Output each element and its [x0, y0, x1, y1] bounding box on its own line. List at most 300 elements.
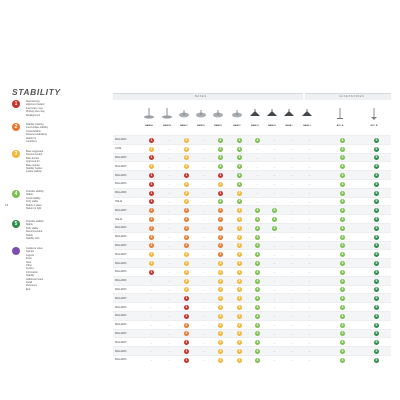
stability-rating-dot: 4 [341, 216, 344, 221]
empty-cell-dash: – [308, 190, 311, 195]
stability-rating-dot: 5 [375, 287, 378, 292]
empty-cell-dash: – [168, 314, 171, 319]
empty-cell-dash: – [290, 322, 293, 327]
legend-line: Stable [26, 223, 33, 227]
stability-rating-dot: 5 [375, 340, 378, 345]
stability-rating-dot: 4 [341, 331, 344, 336]
stability-rating-dot: 3 [238, 287, 241, 292]
empty-cell-dash: – [202, 331, 205, 336]
row-label: PALLADIO [115, 331, 127, 335]
empty-cell-dash: – [308, 278, 311, 283]
product-icon [212, 107, 224, 121]
row-label: PALLADIO [115, 270, 127, 274]
row-label: PALLADIO [115, 138, 127, 142]
row-label: PALLADIO [115, 173, 127, 177]
row-label: PALLADIO [115, 314, 127, 318]
stability-rating-dot: 4 [341, 172, 344, 177]
row-label: PALLADIO [115, 358, 127, 362]
stability-rating-dot: 3 [185, 137, 188, 142]
stability-rating-dot: 4 [341, 155, 344, 160]
product-column [229, 101, 245, 135]
product-column [366, 101, 382, 135]
empty-cell-dash: – [308, 296, 311, 301]
stability-rating-dot: 1 [185, 172, 188, 177]
legend-line: Reference [26, 284, 38, 288]
empty-cell-dash: – [202, 322, 205, 327]
stability-rating-dot: 4 [238, 199, 241, 204]
stability-rating-dot: 4 [256, 340, 259, 345]
product-icon [143, 107, 155, 121]
empty-cell-dash: – [168, 270, 171, 275]
empty-cell-dash: – [202, 314, 205, 319]
legend-line: conditions [26, 140, 37, 144]
empty-cell-dash: – [273, 146, 276, 151]
stability-rating-dot: 2 [219, 243, 222, 248]
empty-cell-dash: – [308, 208, 311, 213]
legend-line: Other [26, 264, 32, 268]
stability-rating-dot: 5 [375, 234, 378, 239]
empty-cell-dash: – [202, 349, 205, 354]
stability-rating-dot: 4 [238, 155, 241, 160]
stability-rating-dot: 3 [219, 269, 222, 274]
legend-line: Inaccuracy may [26, 106, 43, 110]
legend-badge [12, 247, 20, 255]
empty-cell-dash: – [202, 155, 205, 160]
stability-rating-dot: 3 [219, 296, 222, 301]
stability-rating-dot: 5 [375, 331, 378, 336]
empty-cell-dash: – [273, 296, 276, 301]
section-label-accessories: ACCESSORIES [339, 95, 365, 98]
legend-line: Further [26, 267, 34, 271]
stability-rating-dot: 1 [150, 155, 153, 160]
empty-cell-dash: – [308, 331, 311, 336]
stability-rating-dot: 2 [185, 331, 188, 336]
row-label: PALLADIO [115, 261, 127, 265]
empty-cell-dash: – [273, 182, 276, 187]
stability-rating-dot: 2 [185, 243, 188, 248]
empty-cell-dash: – [290, 243, 293, 248]
legend-line: Approved for [26, 160, 40, 164]
stability-rating-dot: 3 [238, 322, 241, 327]
empty-cell-dash: – [168, 208, 171, 213]
stability-rating-dot: 4 [273, 208, 276, 213]
stability-rating-dot: 2 [185, 322, 188, 327]
empty-cell-dash: – [273, 243, 276, 248]
stability-rating-dot: 5 [375, 357, 378, 362]
product-name: BASE J [303, 125, 311, 127]
stability-rating-dot: 4 [256, 234, 259, 239]
legend-line: Stable [26, 233, 33, 237]
stability-rating-dot: 3 [185, 260, 188, 265]
stability-rating-dot: 4 [341, 357, 344, 362]
stability-rating-dot: 5 [375, 199, 378, 204]
stability-rating-dot: 3 [238, 278, 241, 283]
product-icon [161, 107, 173, 121]
stability-rating-dot: 3 [219, 313, 222, 318]
stability-rating-dot: 5 [375, 216, 378, 221]
stability-rating-dot: 3 [238, 340, 241, 345]
empty-cell-dash: – [308, 358, 311, 363]
stability-rating-dot: 4 [341, 269, 344, 274]
empty-cell-dash: – [273, 331, 276, 336]
product-name: BASE F [233, 125, 241, 127]
empty-cell-dash: – [290, 261, 293, 266]
stability-rating-dot: 4 [238, 164, 241, 169]
product-column [141, 101, 157, 135]
empty-cell-dash: – [308, 182, 311, 187]
empty-cell-dash: – [168, 226, 171, 231]
stability-rating-dot: 3 [219, 260, 222, 265]
stability-rating-dot: 4 [341, 260, 344, 265]
stability-rating-dot: 1 [219, 190, 222, 195]
empty-cell-dash: – [202, 199, 205, 204]
legend-line: Guidance notes [26, 247, 43, 250]
stability-rating-dot: 4 [341, 225, 344, 230]
stability-rating-dot: 4 [256, 243, 259, 248]
stability-rating-dot: 2 [185, 208, 188, 213]
stability-rating-dot: 4 [256, 313, 259, 318]
stability-rating-dot: 4 [256, 348, 259, 353]
legend-line: Possible stability [26, 220, 44, 223]
empty-cell-dash: – [308, 226, 311, 231]
empty-cell-dash: – [150, 322, 153, 327]
empty-cell-dash: – [202, 164, 205, 169]
stability-rating-dot: 2 [150, 216, 153, 221]
row-label: PALLADIO [115, 155, 127, 159]
empty-cell-dash: – [308, 305, 311, 310]
empty-cell-dash: – [308, 349, 311, 354]
stability-rating-dot: 4 [256, 225, 259, 230]
empty-cell-dash: – [308, 199, 311, 204]
stability-rating-dot: 5 [375, 225, 378, 230]
empty-cell-dash: – [273, 287, 276, 292]
legend-line: Additional notes [26, 277, 44, 281]
stability-rating-dot: 4 [256, 278, 259, 283]
empty-cell-dash: – [168, 287, 171, 292]
stability-rating-dot: 4 [219, 137, 222, 142]
product-header [113, 101, 391, 135]
empty-cell-dash: – [168, 146, 171, 151]
stability-rating-dot: 2 [185, 234, 188, 239]
legend-line: Stability [26, 274, 35, 278]
stability-rating-dot: 5 [375, 243, 378, 248]
stability-rating-dot: 3 [238, 331, 241, 336]
product-icon [301, 107, 313, 121]
row-label: ITALIA [115, 199, 123, 203]
product-name: BASE E [214, 125, 222, 127]
stability-rating-dot: 4 [238, 181, 241, 186]
stability-rating-dot: 3 [238, 208, 241, 213]
legend-line: Base suggested [26, 150, 44, 153]
stability-rating-dot: 3 [219, 322, 222, 327]
stability-rating-dot: 3 [238, 313, 241, 318]
stability-rating-dot: 3 [219, 278, 222, 283]
legend-line: Detail [26, 281, 33, 285]
product-icon [195, 107, 207, 121]
stability-rating-dot: 3 [219, 340, 222, 345]
stability-rating-dot: 3 [185, 146, 188, 151]
stability-rating-dot: 4 [273, 216, 276, 221]
empty-cell-dash: – [290, 234, 293, 239]
stability-rating-dot: 5 [375, 322, 378, 327]
empty-cell-dash: – [168, 252, 171, 257]
stability-rating-dot: 5 [375, 278, 378, 283]
row-label: PALLADIO [115, 208, 127, 212]
product-name: BASE G [251, 125, 259, 127]
stability-rating-dot: 3 [219, 357, 222, 362]
empty-cell-dash: – [273, 270, 276, 275]
empty-cell-dash: – [256, 190, 259, 195]
stability-rating-dot: 4 [256, 287, 259, 292]
stability-rating-dot: 3 [219, 348, 222, 353]
empty-cell-dash: – [168, 340, 171, 345]
stability-rating-dot: 4 [341, 278, 344, 283]
product-column [264, 101, 280, 135]
empty-cell-dash: – [273, 199, 276, 204]
empty-cell-dash: – [273, 340, 276, 345]
stability-rating-dot: 1 [150, 199, 153, 204]
page-title: STABILITY [12, 87, 61, 97]
stability-rating-dot: 4 [341, 181, 344, 186]
stability-rating-dot: 2 [185, 225, 188, 230]
stability-rating-dot: 4 [273, 225, 276, 230]
product-name: ACC. B [370, 125, 378, 127]
stability-rating-dot: 3 [185, 278, 188, 283]
empty-cell-dash: – [202, 261, 205, 266]
stability-rating-dot: 4 [341, 313, 344, 318]
empty-cell-dash: – [202, 217, 205, 222]
empty-cell-dash: – [168, 234, 171, 239]
empty-cell-dash: – [150, 331, 153, 336]
legend-text [26, 190, 98, 210]
legend-line: Recommended [26, 230, 43, 234]
empty-cell-dash: – [290, 349, 293, 354]
stability-rating-dot: 3 [185, 190, 188, 195]
stability-rating-dot: 3 [185, 287, 188, 292]
legend-badge: 1 [12, 100, 20, 108]
stability-rating-dot: 1 [150, 269, 153, 274]
empty-cell-dash: – [273, 155, 276, 160]
stability-rating-dot: 1 [150, 137, 153, 142]
legend-badge: 5 [12, 220, 20, 228]
stability-rating-dot: 5 [375, 164, 378, 169]
stability-rating-dot: 3 [219, 287, 222, 292]
stability-rating-dot: 3 [238, 216, 241, 221]
row-label: PALLADIO [115, 349, 127, 353]
stability-rating-dot: 2 [219, 252, 222, 257]
product-column [332, 101, 348, 135]
stability-rating-dot: 2 [150, 225, 153, 230]
empty-cell-dash: – [168, 305, 171, 310]
empty-cell-dash: – [290, 155, 293, 160]
legend-line: Information [26, 270, 38, 274]
empty-cell-dash: – [168, 173, 171, 178]
stability-rating-dot: 4 [341, 296, 344, 301]
stability-rating-dot: 3 [185, 199, 188, 204]
product-name: ACC. A [336, 125, 344, 127]
stability-rating-dot: 1 [185, 348, 188, 353]
stability-rating-dot: 5 [375, 348, 378, 353]
product-column [193, 101, 209, 135]
stability-rating-dot: 4 [238, 146, 241, 151]
empty-cell-dash: – [308, 164, 311, 169]
product-icon [368, 107, 380, 121]
product-column [210, 101, 226, 135]
empty-cell-dash: – [168, 243, 171, 248]
empty-cell-dash: – [308, 243, 311, 248]
stability-rating-dot: 4 [341, 340, 344, 345]
row-label: PALLADIO [115, 182, 127, 186]
legend-line: Sample [26, 250, 35, 254]
stability-rating-dot: 1 [185, 296, 188, 301]
empty-cell-dash: – [290, 173, 293, 178]
product-icon [178, 107, 190, 121]
product-name: BASE H [268, 125, 276, 127]
row-label: PALLADIO [115, 305, 127, 309]
stability-rating-dot: 4 [256, 216, 259, 221]
stability-rating-dot: 3 [219, 304, 222, 309]
empty-cell-dash: – [308, 234, 311, 239]
stability-rating-dot: 3 [238, 190, 241, 195]
row-label: ITALIA [115, 217, 123, 221]
empty-cell-dash: – [168, 182, 171, 187]
legend-line: Stable [26, 193, 33, 197]
empty-cell-dash: – [202, 182, 205, 187]
empty-cell-dash: – [273, 164, 276, 169]
stability-rating-dot: 2 [150, 234, 153, 239]
legend-line: Base limited [26, 156, 40, 160]
empty-cell-dash: – [290, 146, 293, 151]
empty-cell-dash: – [308, 261, 311, 266]
legend-line: Fully stable [26, 226, 39, 230]
row-label: PALLADIO [115, 287, 127, 291]
empty-cell-dash: – [202, 305, 205, 310]
legend-line: Unpredictable [26, 129, 41, 133]
empty-cell-dash: – [290, 305, 293, 310]
legend-text [26, 100, 98, 117]
stability-rating-dot: 2 [219, 208, 222, 213]
stability-rating-dot: 1 [185, 340, 188, 345]
empty-cell-dash: – [168, 349, 171, 354]
empty-cell-dash: – [202, 270, 205, 275]
stability-rating-dot: 3 [219, 331, 222, 336]
legend-line: Fully stable [26, 200, 39, 204]
legend-text [26, 220, 98, 240]
legend-line: Recommended [26, 153, 43, 157]
empty-cell-dash: – [168, 199, 171, 204]
stability-rating-dot: 4 [219, 146, 222, 151]
empty-cell-dash: – [308, 322, 311, 327]
stability-rating-dot: 4 [219, 155, 222, 160]
legend-line: Stability with [26, 237, 40, 241]
empty-cell-dash: – [256, 155, 259, 160]
row-label: PALLADIO [115, 296, 127, 300]
stability-rating-dot: 3 [238, 260, 241, 265]
stability-rating-dot: 1 [150, 172, 153, 177]
stability-rating-dot: 4 [341, 137, 344, 142]
product-column [247, 101, 263, 135]
product-column [159, 101, 175, 135]
stability-rating-dot: 2 [219, 234, 222, 239]
row-label: PALLADIO [115, 340, 127, 344]
empty-cell-dash: – [290, 278, 293, 283]
empty-cell-dash: – [290, 296, 293, 301]
stability-rating-dot: 5 [375, 146, 378, 151]
stability-rating-dot: 3 [150, 146, 153, 151]
stability-rating-dot: 5 [375, 208, 378, 213]
stability-rating-dot: 5 [375, 252, 378, 257]
stability-rating-dot: 3 [238, 243, 241, 248]
stability-rating-dot: 3 [238, 252, 241, 257]
legend-line: Stability marker [26, 167, 43, 171]
stability-rating-dot: 4 [256, 208, 259, 213]
stability-rating-dot: 4 [341, 252, 344, 257]
empty-cell-dash: – [168, 358, 171, 363]
empty-cell-dash: – [290, 208, 293, 213]
empty-cell-dash: – [168, 296, 171, 301]
empty-cell-dash: – [290, 314, 293, 319]
empty-cell-dash: – [202, 138, 205, 143]
legend-line: Base regular [26, 163, 40, 167]
empty-cell-dash: – [273, 322, 276, 327]
empty-cell-dash: – [168, 261, 171, 266]
stability-rating-dot: 3 [238, 296, 241, 301]
empty-cell-dash: – [290, 358, 293, 363]
stability-rating-dot: 4 [256, 357, 259, 362]
stability-rating-dot: 4 [256, 322, 259, 327]
stability-rating-dot: 4 [256, 296, 259, 301]
empty-cell-dash: – [308, 173, 311, 178]
row-label: PALLADIO [115, 191, 127, 195]
stability-rating-dot: 1 [150, 190, 153, 195]
empty-cell-dash: – [150, 305, 153, 310]
section-header-accessories [305, 93, 391, 100]
empty-cell-dash: – [273, 252, 276, 257]
legend-line: instant stability [26, 170, 42, 174]
legend-line: Reduced stabilising [26, 133, 47, 137]
stability-rating-dot: 3 [238, 225, 241, 230]
stability-rating-dot: 3 [185, 164, 188, 169]
empty-cell-dash: – [168, 331, 171, 336]
stability-rating-dot: 3 [185, 269, 188, 274]
empty-cell-dash: – [150, 358, 153, 363]
stability-rating-dot: 3 [185, 252, 188, 257]
stability-rating-dot: 3 [150, 252, 153, 257]
legend-line: End [26, 287, 31, 291]
empty-cell-dash: – [256, 182, 259, 187]
stability-rating-dot: 4 [256, 304, 259, 309]
legend-line: Legend [26, 253, 34, 257]
page-number: 14 [5, 203, 9, 207]
empty-cell-dash: – [273, 349, 276, 354]
stability-rating-dot: 3 [219, 181, 222, 186]
empty-cell-dash: – [290, 331, 293, 336]
row-label: PALLADIO [115, 164, 127, 168]
product-icon [266, 107, 278, 121]
legend-text [26, 247, 98, 291]
legend-line: Possible stability [26, 190, 44, 193]
product-column [281, 101, 297, 135]
empty-cell-dash: – [150, 349, 153, 354]
legend-text [26, 150, 98, 174]
empty-cell-dash: – [273, 173, 276, 178]
stability-rating-dot: 3 [238, 234, 241, 239]
stability-rating-dot: 4 [341, 234, 344, 239]
product-name: BASE B [163, 125, 171, 127]
empty-cell-dash: – [256, 173, 259, 178]
empty-cell-dash: – [290, 190, 293, 195]
stability-rating-dot: 2 [150, 208, 153, 213]
